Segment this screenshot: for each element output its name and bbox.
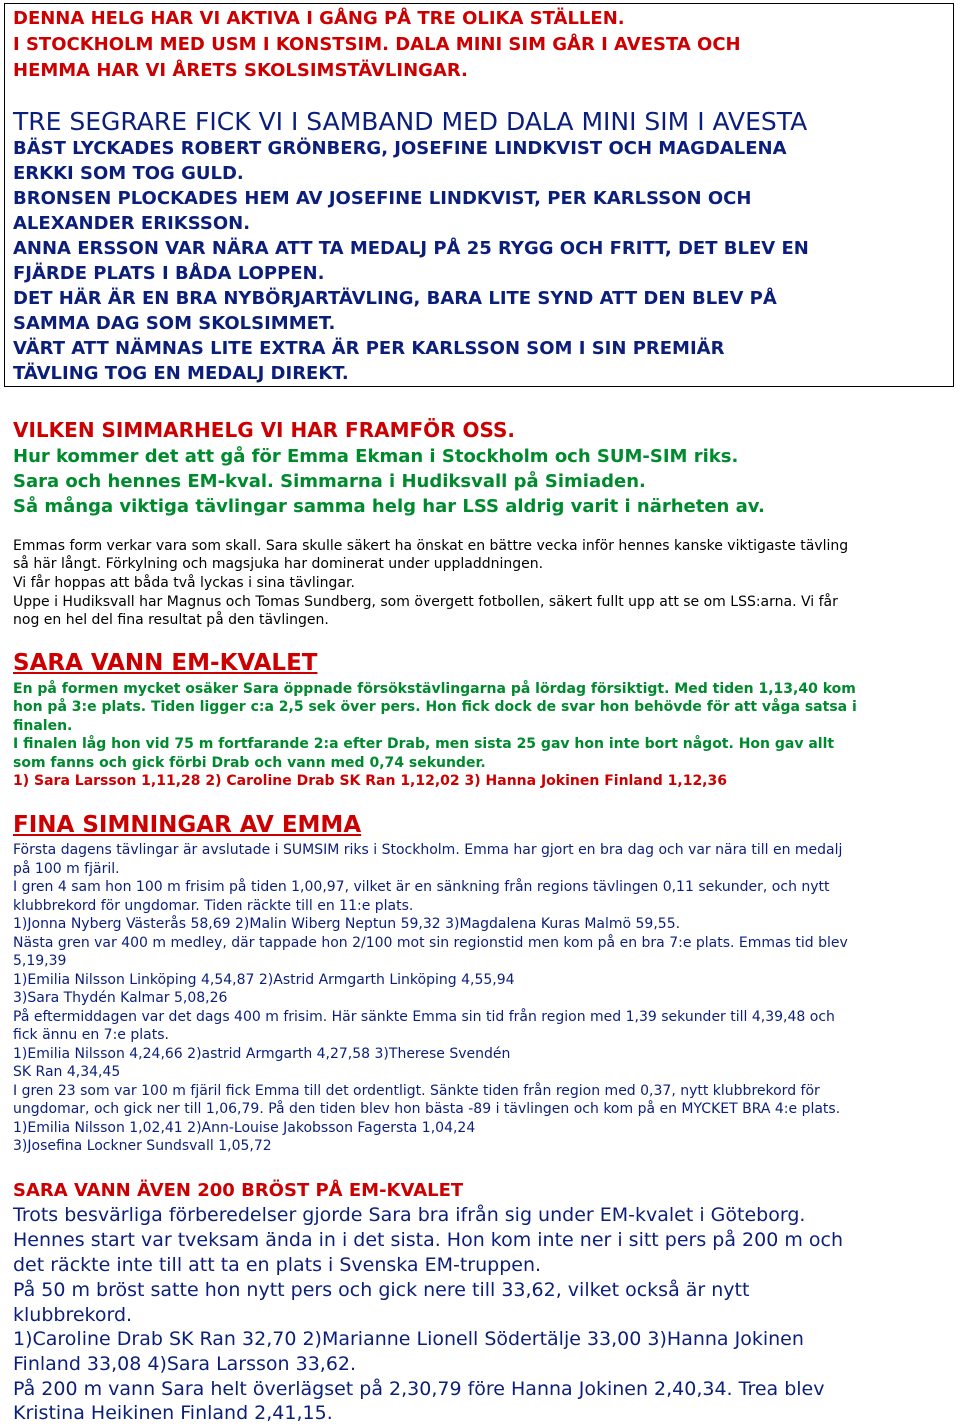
breast-line: Kristina Heikinen Finland 2,41,15. <box>13 1402 333 1424</box>
sara-em-title: SARA VANN EM-KVALET <box>13 650 318 676</box>
emma-line: SK Ran 4,34,45 <box>13 1064 121 1080</box>
weekend-line: Hur kommer det att gå för Emma Ekman i Stockholm och SUM-SIM riks. <box>13 446 739 467</box>
breast-line: klubbrekord. <box>13 1304 133 1326</box>
box-body-line: TÄVLING TOG EN MEDALJ DIREKT. <box>13 363 349 384</box>
box-headline: TRE SEGRARE FICK VI I SAMBAND MED DALA MINI SIM I AVESTA <box>13 107 808 136</box>
emma-line: 1)Emilia Nilsson Linköping 4,54,87 2)Astrid Armgarth Linköping 4,55,94 <box>13 972 515 988</box>
weekend-line: Sara och hennes EM-kval. Simmarna i Hudiksvall på Simiaden. <box>13 471 646 492</box>
box-body-line: FJÄRDE PLATS I BÅDA LOPPEN. <box>13 263 325 284</box>
intro-line: I STOCKHOLM MED USM I KONSTSIM. DALA MINI SIM GÅR I AVESTA OCH <box>13 34 741 55</box>
weekend-line: Så många viktiga tävlingar samma helg har LSS aldrig varit i närheten av. <box>13 496 765 517</box>
emma-line: 3)Josefina Lockner Sundsvall 1,05,72 <box>13 1138 272 1154</box>
breast-line: det räckte inte till att ta en plats i Svenska EM-truppen. <box>13 1254 542 1276</box>
box-body-line: BRONSEN PLOCKADES HEM AV JOSEFINE LINDKVIST, PER KARLSSON OCH <box>13 188 752 209</box>
sara-em-line: En på formen mycket osäker Sara öppnade försökstävlingarna på lördag försiktigt. Med tiden 1,13,40 kom <box>13 681 856 697</box>
weekend-body-line: Emmas form verkar vara som skall. Sara skulle säkert ha önskat en bättre vecka inför hennes kanske viktigaste tävling <box>13 538 849 554</box>
box-body-line: DET HÄR ÄR EN BRA NYBÖRJARTÄVLING, BARA LITE SYND ATT DEN BLEV PÅ <box>13 288 777 309</box>
emma-line: klubbrekord för ungdomar. Tiden räckte till en 11:e plats. <box>13 898 414 914</box>
weekend-body-line: nog en hel del fina resultat på den tävlingen. <box>13 612 329 628</box>
emma-line: 1)Jonna Nyberg Västerås 58,69 2)Malin Wiberg Neptun 59,32 3)Magdalena Kuras Malmö 59,55. <box>13 916 681 932</box>
intro-line: HEMMA HAR VI ÅRETS SKOLSIMSTÄVLINGAR. <box>13 60 468 81</box>
breast-line: På 200 m vann Sara helt överlägset på 2,30,79 före Hanna Jokinen 2,40,34. Trea blev <box>13 1378 825 1400</box>
emma-title: FINA SIMNINGAR AV EMMA <box>13 812 362 838</box>
box-body-line: ERKKI SOM TOG GULD. <box>13 163 244 184</box>
weekend-title: VILKEN SIMMARHELG VI HAR FRAMFÖR OSS. <box>13 418 516 442</box>
emma-line: I gren 23 som var 100 m fjäril fick Emma till det ordentligt. Sänkte tiden från region med 0,37, nytt klubbrekord för <box>13 1083 820 1099</box>
sara-em-line: hon på 3:e plats. Tiden ligger c:a 2,5 sek över pers. Hon fick dock de svar hon behövde för att våga satsa i <box>13 699 857 715</box>
weekend-body-line: så här långt. Förkylning och magsjuka har dominerat under uppladdningen. <box>13 556 544 572</box>
sara-em-line: finalen. <box>13 718 73 734</box>
emma-line: 1)Emilia Nilsson 1,02,41 2)Ann-Louise Jakobsson Fagersta 1,04,24 <box>13 1120 476 1136</box>
emma-line: Första dagens tävlingar är avslutade i SUMSIM riks i Stockholm. Emma har gjort en bra dag och var nära till en medalj <box>13 842 843 858</box>
intro-line: DENNA HELG HAR VI AKTIVA I GÅNG PÅ TRE OLIKA STÄLLEN. <box>13 8 625 29</box>
sara-em-line: som fanns och gick förbi Drab och vann med 0,74 sekunder. <box>13 755 486 771</box>
emma-line: ungdomar, och gick ner till 1,06,79. På den tiden blev hon bästa -89 i tävlingen och kom på en MYCKET BRA 4:e plats. <box>13 1101 841 1117</box>
weekend-body-line: Uppe i Hudiksvall har Magnus och Tomas Sundberg, som övergett fotbollen, säkert fullt upp att se om LSS:arna. Vi får <box>13 594 838 610</box>
emma-line: På eftermiddagen var det dags 400 m frisim. Här sänkte Emma sin tid från region med 1,39 sekunder till 4,39,48 och <box>13 1009 835 1025</box>
emma-line: fick ännu en 7:e plats. <box>13 1027 169 1043</box>
sara-em-results: 1) Sara Larsson 1,11,28 2) Caroline Drab SK Ran 1,12,02 3) Hanna Jokinen Finland 1,12,36 <box>13 773 727 789</box>
box-body-line: VÄRT ATT NÄMNAS LITE EXTRA ÄR PER KARLSSON SOM I SIN PREMIÄR <box>13 338 725 359</box>
emma-line: på 100 m fjäril. <box>13 861 120 877</box>
breast-line: Finland 33,08 4)Sara Larsson 33,62. <box>13 1353 357 1375</box>
box-body-line: BÄST LYCKADES ROBERT GRÖNBERG, JOSEFINE LINDKVIST OCH MAGDALENA <box>13 138 787 159</box>
box-body-line: SAMMA DAG SOM SKOLSIMMET. <box>13 313 336 334</box>
emma-line: I gren 4 sam hon 100 m frisim på tiden 1,00,97, vilket är en sänkning från regions tävlingen 0,11 sekunder, och nytt <box>13 879 830 895</box>
breast-line: Hennes start var tveksam ända in i det sista. Hon kom inte ner i sitt pers på 200 m och <box>13 1229 844 1251</box>
box-body-line: ANNA ERSSON VAR NÄRA ATT TA MEDALJ PÅ 25 RYGG OCH FRITT, DET BLEV EN <box>13 238 809 259</box>
box-body-line: ALEXANDER ERIKSSON. <box>13 213 251 234</box>
sara-em-line: I finalen låg hon vid 75 m fortfarande 2:a efter Drab, men sista 25 gav hon inte bort något. Hon gav allt <box>13 736 835 752</box>
emma-line: Nästa gren var 400 m medley, där tappade hon 2/100 mot sin regionstid men kom på en bra 7:e plats. Emmas tid blev <box>13 935 848 951</box>
emma-line: 3)Sara Thydén Kalmar 5,08,26 <box>13 990 228 1006</box>
breast-title: SARA VANN ÄVEN 200 BRÖST PÅ EM-KVALET <box>13 1180 464 1201</box>
weekend-body-line: Vi får hoppas att båda två lyckas i sina tävlingar. <box>13 575 355 591</box>
breast-line: På 50 m bröst satte hon nytt pers och gick nere till 33,62, vilket också är nytt <box>13 1279 750 1301</box>
breast-line: 1)Caroline Drab SK Ran 32,70 2)Marianne Lionell Södertälje 33,00 3)Hanna Jokinen <box>13 1328 804 1350</box>
breast-line: Trots besvärliga förberedelser gjorde Sara bra ifrån sig under EM-kvalet i Göteborg. <box>13 1204 806 1226</box>
emma-line: 1)Emilia Nilsson 4,24,66 2)astrid Armgarth 4,27,58 3)Therese Svendén <box>13 1046 511 1062</box>
emma-line: 5,19,39 <box>13 953 67 969</box>
